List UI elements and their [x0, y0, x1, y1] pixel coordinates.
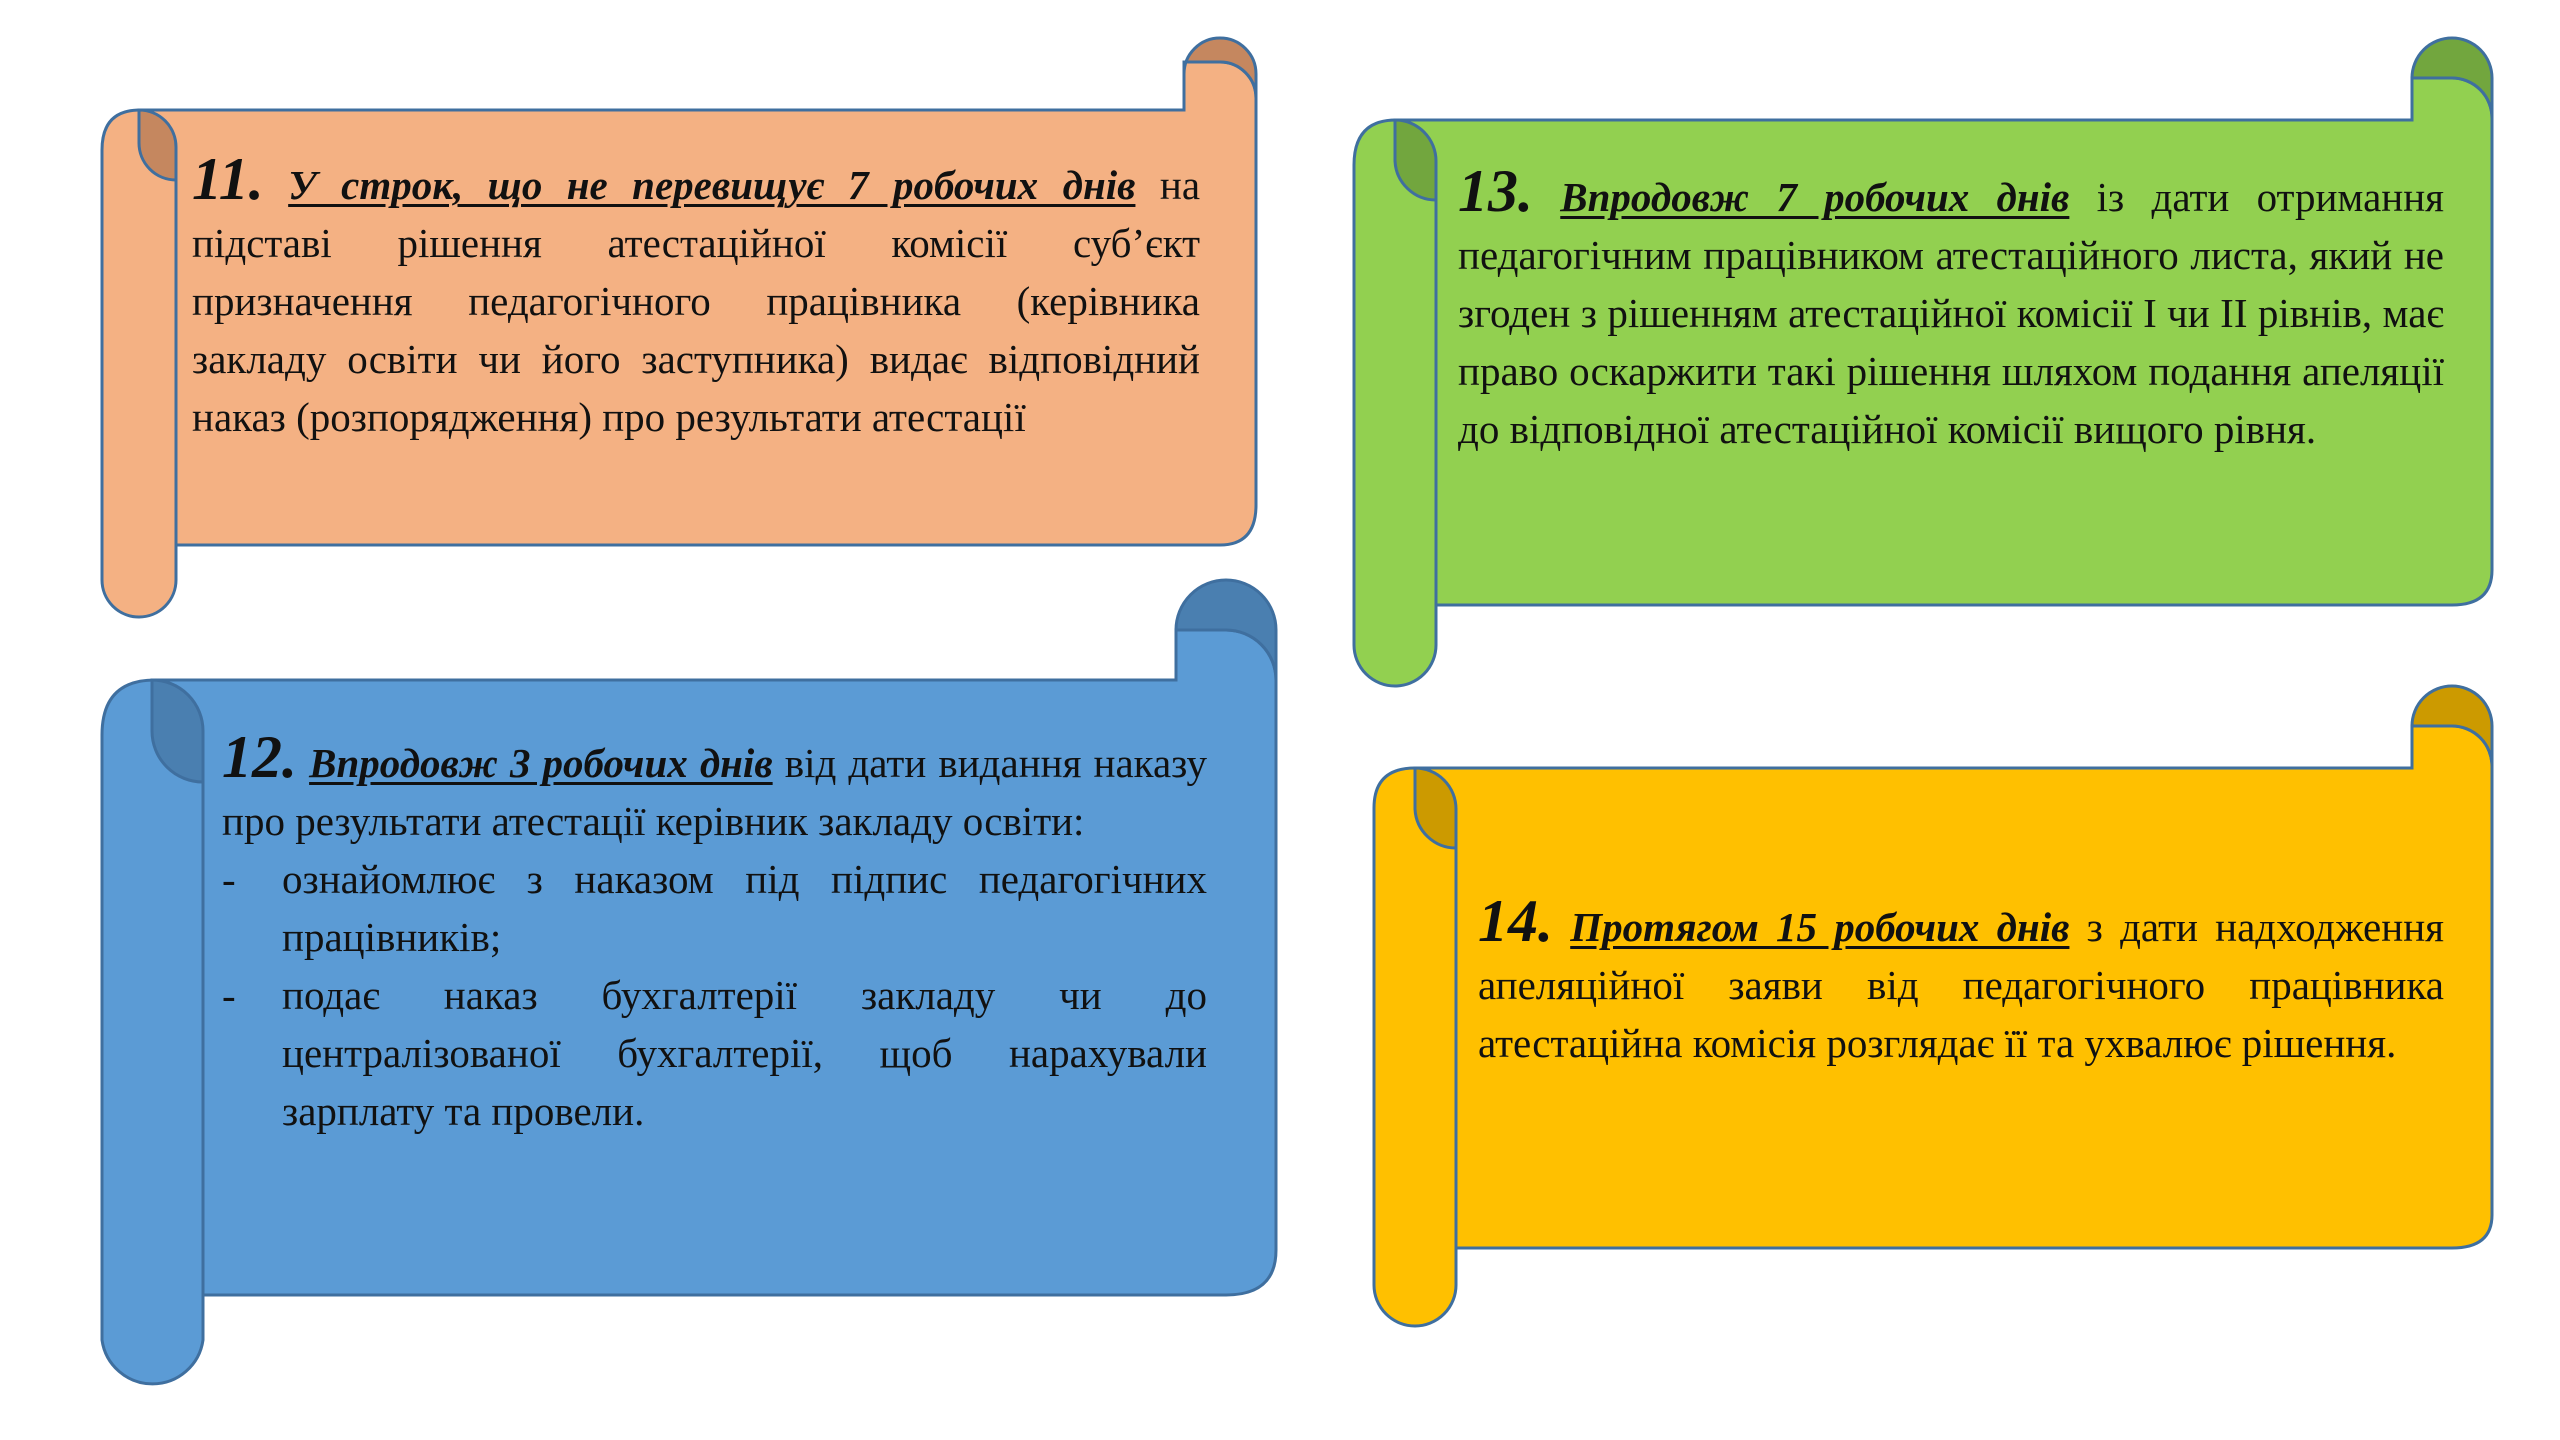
card-14-text	[1478, 888, 2444, 1072]
card-12-intro	[222, 724, 1208, 850]
card-13-deadline: Впродовж 7 робочих днів	[1560, 174, 2070, 220]
card-11-text	[192, 146, 1201, 446]
card-12-deadline: Впродовж 3 робочих днів	[309, 740, 773, 786]
list-item: - подає наказ бухгалтерії закладу чи до централізованої бухгалтерії, щоб нарахували зарплату та провели.	[222, 966, 1207, 1140]
list-item: - ознайомлює з наказом під підпис педагогічних працівників;	[222, 850, 1207, 966]
card-13-text	[1458, 158, 2445, 458]
card-12-text	[222, 724, 1208, 1140]
card-14-body: з дати надходження апеляційної заяви від педагогічного працівника атестаційна комісія розглядає її та ухвалює рішення.	[1478, 904, 2444, 1066]
card-12-list	[222, 850, 1207, 1140]
card-13-body: із дати отримання педагогічним працівником атестаційного листа, який не згоден з рішенням атестаційної комісії І чи ІІ рівнів, має право оскаржити такі рішення шляхом подання апеляції до відповідної атестаційної комісії вищого рівня.	[1458, 174, 2445, 452]
card-14-number: 14.	[1478, 888, 1553, 954]
card-11-deadline: У строк, що не перевищує 7 робочих днів	[288, 162, 1136, 208]
card-13-number: 13.	[1458, 158, 1533, 224]
card-14-deadline: Протягом 15 робочих днів	[1570, 904, 2070, 950]
card-11-body: на підставі рішення атестаційної комісії суб’єкт призначення педагогічного працівника (керівника закладу освіти чи його заступника) видає відповідний наказ (розпорядження) про результати атестації	[192, 162, 1201, 440]
card-11-number: 11.	[192, 146, 264, 212]
card-12-body: від дати видання наказу про результати атестації керівник закладу освіти:	[222, 740, 1208, 844]
card-12-number: 12.	[222, 724, 297, 790]
